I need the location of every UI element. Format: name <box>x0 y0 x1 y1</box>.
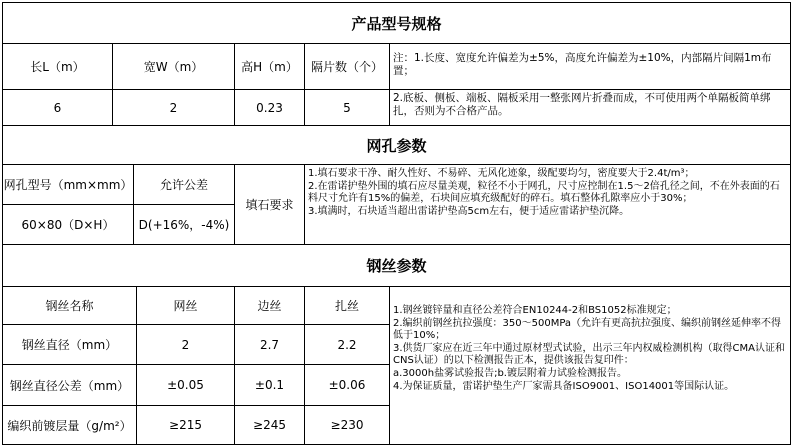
wire-header-edge: 边丝 <box>235 287 304 324</box>
product-value-separators: 5 <box>305 90 389 125</box>
wire-row-coating-tie: ≥230 <box>305 406 389 444</box>
grid-line <box>112 43 113 126</box>
grid-line <box>2 286 791 287</box>
grid-line <box>389 43 390 126</box>
wire-note-3: 3.供货厂家应在近三年中通过原材型式试验，出示三年内权威检测机构（取得CMA认证和CNS认证）的以下检测报告正本，提供该报告复印件： <box>393 342 785 367</box>
wire-notes <box>390 287 790 444</box>
wire-note-1: 1.钢丝镀锌量和直径公差符合EN10244-2和BS1052标准规定； <box>393 305 677 316</box>
fill-requirement-label: 填石要求 <box>235 165 304 244</box>
grid-line <box>2 125 791 126</box>
grid-line <box>304 43 305 126</box>
mesh-section-title: 网孔参数 <box>3 126 790 164</box>
wire-note-4: 4.为保证质量，雷诺护垫生产厂家需具备ISO9001、ISO14001等国际认证。 <box>393 380 735 392</box>
grid-line <box>2 244 791 245</box>
grid-line <box>2 324 390 325</box>
grid-line <box>133 164 134 245</box>
grid-line <box>234 286 235 445</box>
wire-row-tolerance-mesh: ±0.05 <box>137 365 234 405</box>
fill-note-3: 3.填满时，石块适当超出雷诺护垫高5cm左右，便于适应雷诺护垫沉降。 <box>308 205 630 217</box>
grid-line <box>2 204 235 205</box>
mesh-model-value: 60×80（D×H） <box>3 205 133 244</box>
grid-line <box>2 444 791 445</box>
grid-line <box>234 164 235 245</box>
wire-row-diameter-edge: 2.7 <box>235 325 304 364</box>
grid-line <box>389 286 390 445</box>
wire-note-3a: a.3000h盐雾试验报告;b.镀层附着力试验检测报告。 <box>393 367 627 379</box>
wire-header-name: 钢丝名称 <box>3 287 136 324</box>
grid-line <box>304 286 305 445</box>
grid-line <box>2 364 390 365</box>
wire-section-title: 钢丝参数 <box>3 245 790 286</box>
product-note-2: 2.底板、侧板、端板、隔板采用一整张网片折叠而成，不可使用两个单隔板简单绑扎，否则为不合格产品。 <box>390 90 790 125</box>
wire-row-coating-edge: ≥245 <box>235 406 304 444</box>
fill-note-2: 2.在雷诺护垫外围的填石应尽量美观，粒径不小于网孔，尺寸应控制在1.5～2倍孔径之间，不在外表面的石料尺寸允许有15%的偏差，石块间应填充级配好的碎石。填石整体孔隙率应小于30%； <box>308 180 780 204</box>
product-note-1: 注：1.长度、宽度允许偏差为±5%，高度允许偏差为±10%，内部隔片间隔1m布置； <box>390 44 790 89</box>
grid-line <box>136 286 137 445</box>
grid-line <box>2 43 791 44</box>
wire-row-coating-mesh: ≥215 <box>137 406 234 444</box>
fill-requirement-notes <box>305 165 790 244</box>
wire-row-diameter-label: 钢丝直径（mm） <box>3 325 136 364</box>
grid-line <box>790 2 791 445</box>
grid-line <box>2 2 791 3</box>
product-value-width: 2 <box>113 90 234 125</box>
product-header-width: 宽W（m） <box>113 44 234 89</box>
grid-line <box>304 164 305 245</box>
fill-note-1: 1.填石要求干净、耐久性好、不易碎、无风化迹象，级配要均匀，密度要大于2.4t/m³； <box>308 168 695 179</box>
product-section-title: 产品型号规格 <box>3 3 790 43</box>
product-value-height: 0.23 <box>235 90 304 125</box>
wire-row-tolerance-edge: ±0.1 <box>235 365 304 405</box>
wire-row-tolerance-tie: ±0.06 <box>305 365 389 405</box>
grid-line <box>2 405 390 406</box>
grid-line <box>234 43 235 126</box>
wire-row-tolerance-label: 钢丝直径公差（mm） <box>3 365 136 405</box>
mesh-tolerance-header: 允许公差 <box>134 165 234 204</box>
mesh-tolerance-value: D(+16%，-4%) <box>134 205 234 244</box>
grid-line <box>2 2 3 445</box>
wire-row-diameter-mesh: 2 <box>137 325 234 364</box>
product-header-height: 高H（m） <box>235 44 304 89</box>
grid-line <box>2 164 791 165</box>
wire-header-mesh: 网丝 <box>137 287 234 324</box>
mesh-model-header: 网孔型号（mm×mm） <box>3 165 133 204</box>
product-header-length: 长L（m） <box>3 44 112 89</box>
product-header-separators: 隔片数（个） <box>305 44 389 89</box>
grid-line <box>2 89 791 90</box>
product-value-length: 6 <box>3 90 112 125</box>
wire-row-coating-label: 编织前镀层量（g/m²） <box>3 406 136 444</box>
wire-row-diameter-tie: 2.2 <box>305 325 389 364</box>
wire-header-tie: 扎丝 <box>305 287 389 324</box>
wire-note-2: 2.编织前钢丝抗拉强度：350～500MPa（允许有更高抗拉强度、编织前钢丝延伸率不得低于10%； <box>393 317 782 342</box>
